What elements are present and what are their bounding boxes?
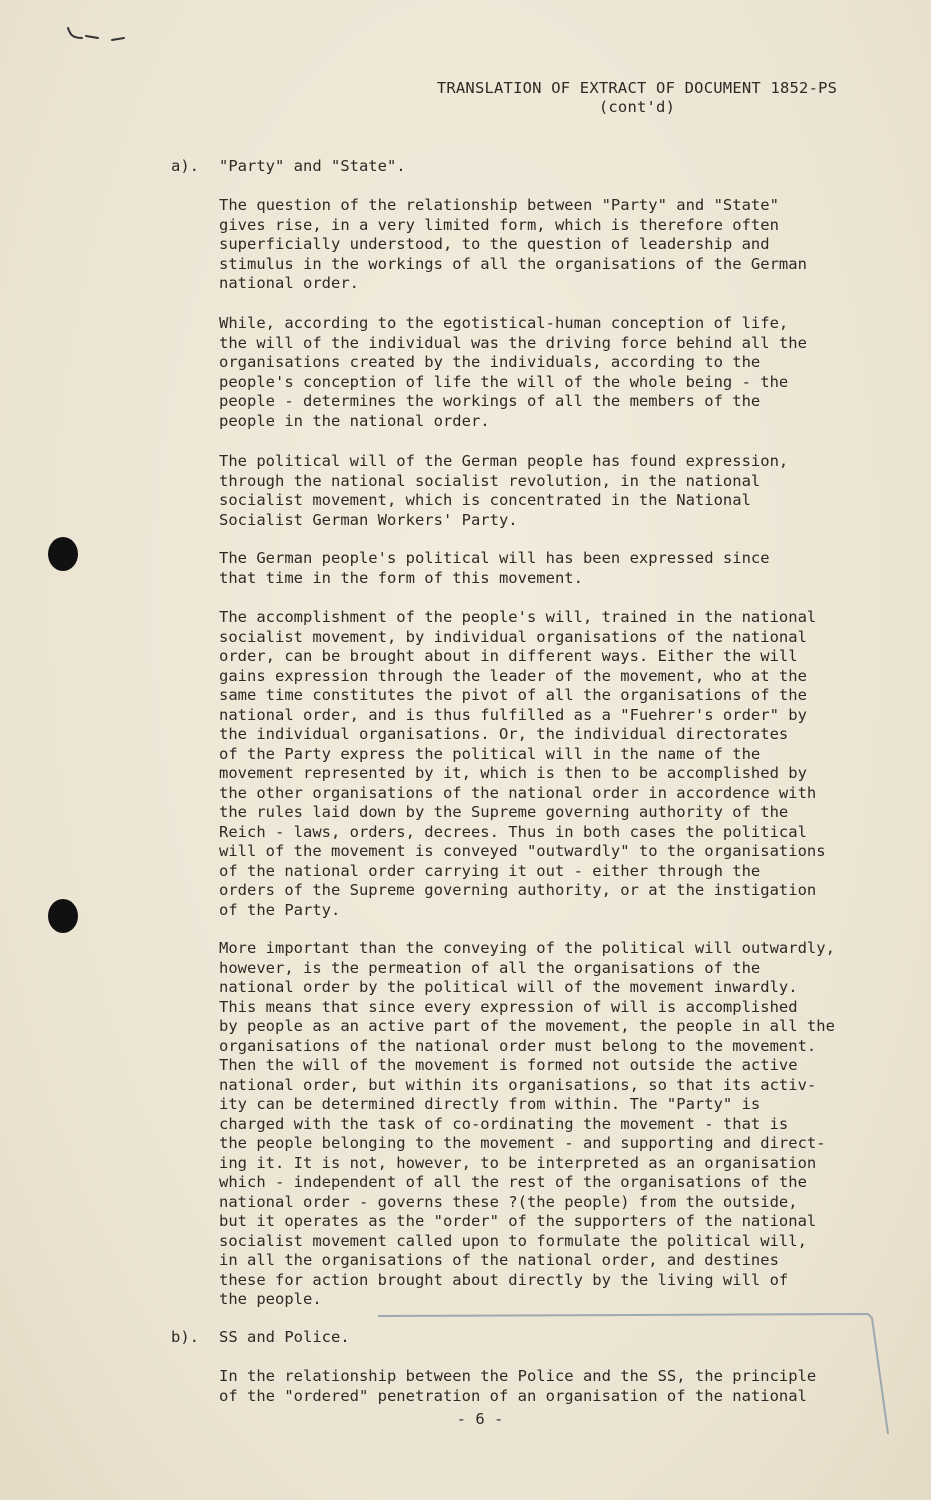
paragraph: The German people's political will has been expressed since that time in the form of this movement. bbox=[219, 549, 770, 587]
paragraph: While, according to the egotistical-human conception of life, the will of the individual was the driving force behind all the organisations created by the individuals, according to the people's conception of life the will of the whole being - the people - determines the workings of all the members of the people in the national order. bbox=[219, 314, 807, 430]
paragraph: The accomplishment of the people's will, trained in the national socialist movement, by individual organisations of the national order, can be brought about in different ways. Either the will gains expression through the leader of the movement, who at the same time constitutes the pivot of all the organisations of the national order, and is thus fulfilled as a "Fuehrer's order" by the individual organisations. Or, the individual directorates of the Party express the political will in the name of the movement represented by it, which is then to be accomplished by the other organisations of the national order in accordence with the rules laid down by the Supreme governing authority of the Reich - laws, orders, decrees. Thus in both cases the political will of the movement is conveyed "outwardly" to the organisations of the national order carrying it out - either through the orders of the Supreme governing authority, or at the instigation of the Party. bbox=[219, 608, 826, 919]
handwritten-mark bbox=[64, 24, 128, 44]
punch-hole bbox=[48, 899, 78, 933]
page-number: - 6 - bbox=[456, 1410, 504, 1428]
section-b-label: b). bbox=[171, 1328, 199, 1346]
punch-hole bbox=[48, 537, 78, 571]
section-a-heading: "Party" and "State". bbox=[219, 157, 406, 175]
paragraph: In the relationship between the Police and the SS, the principle of the "ordered" penetration of an organisation of the national bbox=[219, 1367, 817, 1405]
paragraph: The question of the relationship between "Party" and "State" gives rise, in a very limited form, which is therefore often superficially understood, to the question of leadership and stimulus in the workings of all the organisations of the German national order. bbox=[219, 196, 807, 292]
paragraph: More important than the conveying of the political will outwardly, however, is the permeation of all the organisations of the national order by the political will of the movement inwardly. This means that since every expression of will is accomplished by people as an active part of the movement, the people in all the organisations of the national order must belong to the movement. Then the will of the movement is formed not outside the active national order, but within its organisations, so that its activ- ity can be determined directly from within. The "Party" is charged with the task of co-ordinating the movement - that is the people belonging to the movement - and supporting and direct- ing it. It is not, however, to be interpreted as an organisation which - independent of all the rest of the organisations of the national order - governs these ?(the people) from the outside, but it operates as the "order" of the supporters of the national socialist movement called upon to formulate the political will, in all the organisations of the national order, and destines these for action brought about directly by the living will of the people. bbox=[219, 939, 835, 1308]
document-title: TRANSLATION OF EXTRACT OF DOCUMENT 1852-PS bbox=[436, 79, 838, 97]
pencil-mark bbox=[376, 1310, 896, 1440]
document-subtitle: (cont'd) bbox=[598, 98, 676, 116]
document-header bbox=[432, 79, 842, 117]
section-b-heading: SS and Police. bbox=[219, 1328, 350, 1346]
section-a-label: a). bbox=[171, 157, 199, 175]
paragraph: The political will of the German people has found expression, through the national socialist revolution, in the national socialist movement, which is concentrated in the National Socialist German Workers' Party. bbox=[219, 452, 789, 529]
